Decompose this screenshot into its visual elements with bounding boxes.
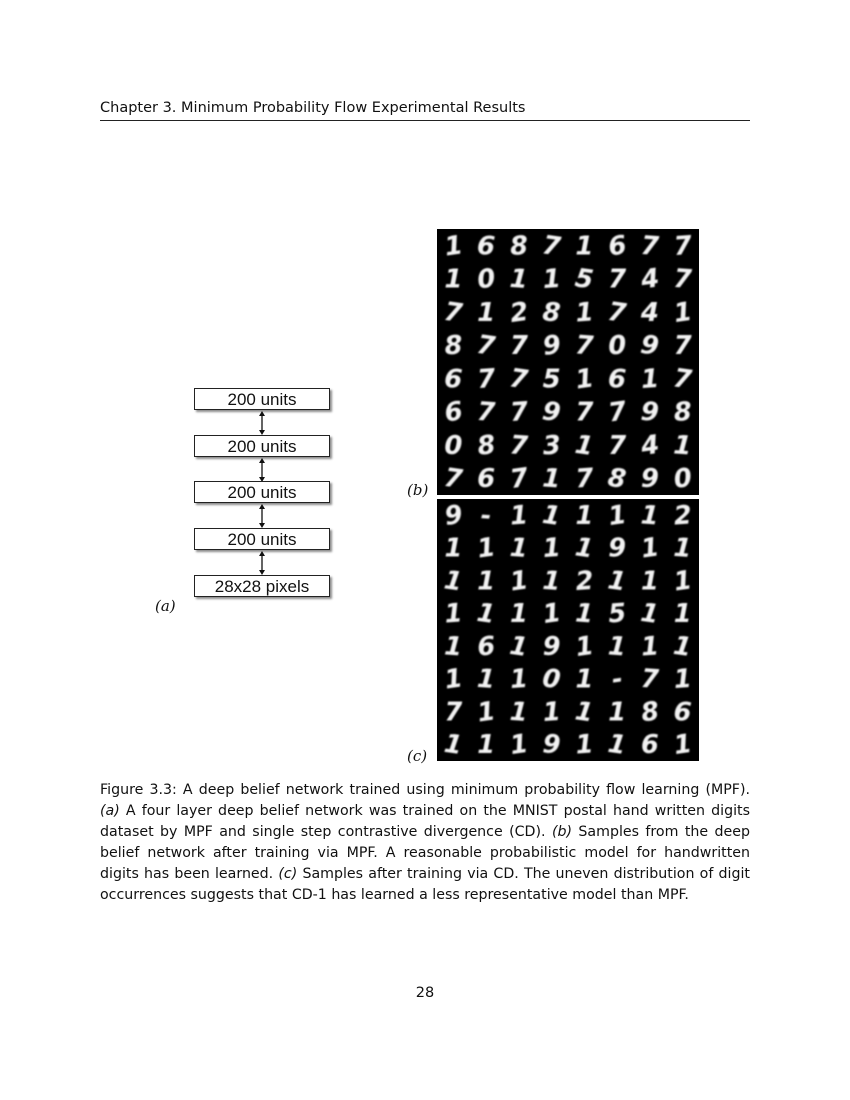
mpf-digit-sample: 8 <box>443 330 464 362</box>
cd-digit-sample: 1 <box>509 500 529 532</box>
bidirectional-arrow-icon <box>259 504 265 528</box>
cd-digit-sample: 1 <box>672 533 693 565</box>
cd-digit-sample: 9 <box>542 631 561 662</box>
mpf-digit-sample: 4 <box>639 263 662 296</box>
mpf-digit-sample: 7 <box>605 296 628 329</box>
mpf-digit-sample: 9 <box>640 464 659 495</box>
caption-text-a: A four layer deep belief network was trained on the MNIST postal hand written digits dataset by MPF and single step contrastive divergence (CD). <box>100 803 750 840</box>
cd-digit-sample: 1 <box>573 696 596 729</box>
cd-digit-sample: 1 <box>541 696 562 728</box>
dbn-layer-1: 200 units <box>194 528 330 550</box>
cd-digit-sample: 1 <box>573 532 596 565</box>
caption-text-c: Samples after training via CD. The uneven distribution of digit occurrences suggests that CD-1 has learned a less representative model than MPF. <box>100 866 750 903</box>
cd-digit-sample: 1 <box>573 630 596 663</box>
cd-digit-sample: 1 <box>540 499 563 532</box>
panel-label-a: (a) <box>155 597 176 615</box>
mpf-digit-sample: 1 <box>477 297 496 328</box>
mpf-digit-sample: 9 <box>540 396 563 429</box>
cd-digit-sample: 1 <box>508 729 531 761</box>
mpf-digit-sample: 4 <box>639 429 662 462</box>
mpf-digit-sample: 6 <box>606 363 628 395</box>
mpf-digit-sample: 1 <box>508 263 529 296</box>
panel-label-c: (c) <box>407 747 428 765</box>
cd-digit-sample: 5 <box>607 598 628 630</box>
cd-digit-sample: 1 <box>475 532 498 565</box>
mpf-digit-sample: 7 <box>608 430 627 461</box>
cd-digit-sample: 1 <box>673 599 692 630</box>
cd-digit-sample: - <box>610 664 625 696</box>
mpf-digit-sample: 7 <box>442 296 465 329</box>
cd-digit-sample: 7 <box>444 697 463 728</box>
cd-digit-sample: - <box>479 500 493 532</box>
cd-digit-sample: 1 <box>671 729 694 761</box>
caption-label-b: (b) <box>551 824 573 840</box>
cd-digit-sample: 1 <box>508 696 529 728</box>
cd-digit-sample: 0 <box>540 663 563 696</box>
mpf-digit-sample: 6 <box>443 363 464 395</box>
panel-label-b: (b) <box>407 481 429 499</box>
mpf-digit-sample: 7 <box>606 396 629 429</box>
cd-digit-sample: 1 <box>507 630 530 663</box>
mpf-digit-sample: 7 <box>671 363 694 396</box>
cd-digit-sample: 1 <box>575 500 594 531</box>
cd-digit-sample: 1 <box>444 533 463 564</box>
mpf-digit-sample: 9 <box>638 329 661 363</box>
cd-digit-sample: 8 <box>639 696 662 729</box>
cd-digit-sample: 1 <box>477 730 496 761</box>
mpf-digit-sample: 1 <box>672 430 693 462</box>
cd-digit-sample: 1 <box>671 565 694 598</box>
mpf-digit-sample: 6 <box>477 464 496 495</box>
mpf-digit-sample: 5 <box>542 364 561 395</box>
mpf-digit-sample: 7 <box>442 462 465 495</box>
mpf-digit-sample: 7 <box>474 329 497 363</box>
dbn-visible-layer: 28x28 pixels <box>194 575 330 597</box>
mpf-digit-sample: 7 <box>507 363 530 396</box>
mpf-digit-sample: 1 <box>444 264 463 295</box>
caption-text-b: Samples from the deep belief network after training via MPF. A reasonable probabilistic model for handwritten digits has been learned. <box>100 824 750 882</box>
cd-digit-sample: 1 <box>574 729 595 761</box>
mpf-digit-sample: 7 <box>509 331 528 362</box>
page-number: 28 <box>415 985 435 1001</box>
mpf-digit-sample: 1 <box>574 297 595 329</box>
mpf-digit-sample: 8 <box>475 429 498 462</box>
mpf-digit-sample: 8 <box>672 396 693 429</box>
cd-digit-sample: 1 <box>639 500 660 532</box>
mpf-digit-sample: 0 <box>607 330 628 362</box>
running-header: Chapter 3. Minimum Probability Flow Experimental Results <box>100 100 750 121</box>
mpf-digit-sample: 0 <box>671 462 694 495</box>
cd-digit-sample: 1 <box>509 664 529 696</box>
mpf-digit-sample: 1 <box>573 429 596 462</box>
mpf-digit-sample: 1 <box>575 231 594 262</box>
mpf-digit-sample: 7 <box>475 396 497 429</box>
cd-digit-sample: 7 <box>639 664 660 696</box>
mpf-digit-sample: 4 <box>640 297 659 328</box>
cd-digit-sample: 1 <box>671 630 694 663</box>
cd-digit-sample: 1 <box>443 598 464 630</box>
bidirectional-arrow-icon <box>259 411 265 435</box>
cd-digit-sample: 1 <box>541 565 562 597</box>
cd-digit-sample: 1 <box>541 533 562 565</box>
cd-digit-sample: 1 <box>442 663 465 696</box>
caption-label-a: (a) <box>100 803 120 819</box>
mpf-digit-sample: 7 <box>673 331 692 362</box>
cd-digit-sample: 1 <box>475 696 498 729</box>
mpf-digit-sample: 7 <box>574 463 595 495</box>
mpf-digit-sample: 6 <box>475 230 497 262</box>
mpf-digit-sample: 3 <box>541 430 562 462</box>
cd-digit-sample: 1 <box>476 664 496 696</box>
cd-digit-sample: 1 <box>608 697 627 728</box>
cd-digit-sample: 1 <box>508 533 529 565</box>
cd-digit-sample: 2 <box>672 500 693 532</box>
cd-digit-sample: 1 <box>509 599 528 630</box>
cd-digit-sample: 2 <box>574 565 595 597</box>
mpf-digit-sample: 0 <box>444 430 463 461</box>
cd-digit-sample: 9 <box>442 499 465 532</box>
figure-caption <box>100 780 750 906</box>
cd-digit-sample: 1 <box>639 532 662 565</box>
cd-digit-sample: 6 <box>640 730 659 761</box>
cd-digit-sample: 1 <box>443 631 464 663</box>
mpf-digit-sample: 5 <box>573 263 596 296</box>
mpf-digit-sample: 2 <box>508 296 531 329</box>
mpf-digit-sample: 7 <box>476 363 497 395</box>
mpf-digit-sample: 9 <box>540 329 563 363</box>
mpf-digit-sample: 6 <box>606 230 629 263</box>
dbn-layer-3: 200 units <box>194 435 330 457</box>
mpf-digit-sample: 7 <box>540 230 563 263</box>
mpf-digit-sample: 1 <box>639 363 661 395</box>
mpf-digit-sample: 8 <box>508 230 530 262</box>
cd-digit-sample: 1 <box>442 729 465 761</box>
cd-digit-sample: 1 <box>672 664 693 696</box>
mpf-digit-sample: 7 <box>672 230 693 262</box>
cd-digit-sample: 1 <box>540 598 563 631</box>
cd-digit-sample: 1 <box>640 631 660 663</box>
mpf-digit-sample: 8 <box>541 297 562 329</box>
cd-digit-sample: 1 <box>574 598 595 630</box>
cd-digit-sample: 1 <box>508 565 531 598</box>
mpf-digit-sample: 0 <box>475 263 498 296</box>
cd-digit-sample: 6 <box>672 696 693 728</box>
mpf-digit-sample: 9 <box>639 396 660 429</box>
cd-digit-sample: 9 <box>608 533 627 564</box>
mpf-digit-sample: 7 <box>575 397 594 428</box>
mpf-digit-sample: 6 <box>442 396 465 429</box>
mpf-digit-sample: 1 <box>671 296 694 329</box>
mpf-digit-sample: 7 <box>508 430 529 462</box>
cd-digit-sample: 1 <box>605 729 628 761</box>
cd-digit-sample: 1 <box>474 598 497 631</box>
caption-prefix: Figure 3.3: A deep belief network trained using minimum probability flow learning (MPF). <box>100 782 750 798</box>
cd-digit-sample: 1 <box>606 499 629 532</box>
mpf-digit-sample: 8 <box>605 462 628 495</box>
caption-label-c: (c) <box>278 866 298 882</box>
cd-digit-sample: 9 <box>541 729 562 761</box>
cd-digit-sample: 1 <box>477 566 496 597</box>
mpf-digit-sample: 1 <box>541 263 562 296</box>
cd-digit-sample: 1 <box>640 566 659 597</box>
mpf-digit-sample: 7 <box>608 264 627 295</box>
bidirectional-arrow-icon <box>259 458 265 482</box>
mpf-digit-sample: 7 <box>574 330 595 362</box>
mpf-digit-sample: 1 <box>573 363 596 396</box>
dbn-layer-4: 200 units <box>194 388 330 410</box>
cd-digit-sample: 1 <box>638 598 661 631</box>
cd-digit-sample: 1 <box>575 664 594 695</box>
mpf-digit-sample: 7 <box>639 230 660 262</box>
dbn-layer-2: 200 units <box>194 481 330 503</box>
cd-digit-sample: 1 <box>607 631 627 663</box>
mpf-digit-sample: 1 <box>541 463 562 495</box>
mpf-digit-sample: 7 <box>508 462 531 495</box>
cd-samples-grid <box>437 499 699 761</box>
cd-digit-sample: 1 <box>605 565 628 598</box>
mpf-digit-sample: 1 <box>442 230 465 263</box>
cd-digit-sample: 1 <box>442 565 465 598</box>
mpf-digit-sample: 7 <box>672 263 693 296</box>
cd-digit-sample: 6 <box>476 631 497 663</box>
mpf-samples-grid <box>437 229 699 495</box>
bidirectional-arrow-icon <box>259 551 265 575</box>
deep-belief-network-diagram <box>194 388 334 600</box>
mpf-digit-sample: 7 <box>508 396 530 429</box>
